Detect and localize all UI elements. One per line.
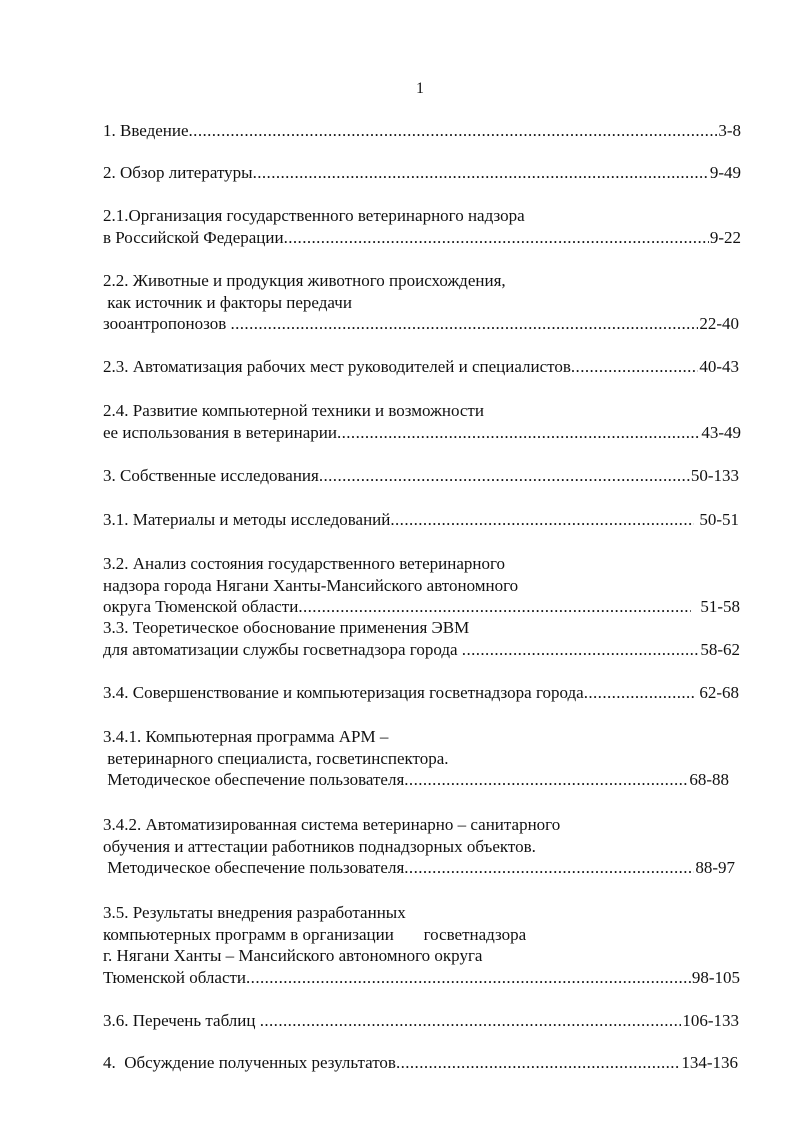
toc-entry-line: [103, 726, 729, 748]
toc-page-range: 50-51: [695, 510, 739, 529]
toc-entry-line: [103, 836, 735, 858]
toc-leader-dots: [337, 422, 700, 444]
toc-entry-line: [103, 400, 741, 422]
toc-entry-title: 3.5. Результаты внедрения разработанных: [103, 903, 406, 922]
toc-entry-title: 3.1. Материалы и методы исследований: [103, 510, 391, 529]
toc-entry: [103, 682, 739, 704]
toc-leader-dots: [584, 682, 694, 704]
toc-entry-title: 2.3. Автоматизация рабочих мест руководителей и специалистов: [103, 357, 571, 376]
toc-entry-title: обучения и аттестации работников поднадзорных объектов.: [103, 836, 536, 856]
toc-leader-dots: [390, 509, 694, 531]
toc-entry: [103, 902, 740, 988]
toc-leader-dots: [284, 227, 709, 249]
toc-page-range: 68-88: [689, 770, 729, 789]
toc-entry-title: как источник и факторы передачи: [103, 292, 352, 312]
toc-entry-title: Тюменской области: [103, 967, 247, 987]
toc-entry-line: [103, 814, 735, 836]
toc-entry-title: 2.2. Животные и продукция животного происхождения,: [103, 271, 506, 290]
toc-entry-line: [103, 945, 740, 967]
toc-entry-title: для автоматизации службы госветнадзора города: [103, 639, 462, 659]
toc-leader-dots: [253, 162, 709, 184]
toc-entry: [103, 726, 729, 791]
toc-entry-title: 1. Введение: [103, 121, 189, 140]
toc-entry-line: [103, 617, 740, 639]
toc-page-range: 43-49: [701, 422, 741, 442]
toc-entry-line: [103, 902, 740, 924]
toc-entry-line: [103, 227, 741, 249]
toc-entry: [103, 270, 739, 335]
toc-entry-title: 4. Обсуждение полученных результатов: [103, 1053, 396, 1072]
toc-entry-title: ветеринарного специалиста, госветинспектора.: [103, 748, 449, 768]
toc-entry-title: г. Нягани Ханты – Мансийского автономного округа: [103, 946, 483, 965]
toc-entry-line: [103, 769, 729, 791]
toc-leader-dots: [230, 313, 698, 335]
toc-entry: [103, 617, 740, 660]
toc-entry-line: [103, 292, 739, 314]
toc-entry: [103, 553, 740, 618]
toc-entry-line: [103, 313, 739, 335]
toc-leader-dots: [462, 639, 700, 661]
toc-entry-line: [103, 639, 740, 661]
toc-page-range: 9-22: [709, 227, 741, 247]
toc-page-range: 58-62: [700, 639, 740, 659]
toc-entry-title: 3.6. Перечень таблиц: [103, 1011, 260, 1030]
toc-page-range: 106-133: [682, 1011, 739, 1030]
toc-entry: [103, 509, 739, 531]
toc-entry-title: 3. Собственные исследования: [103, 466, 319, 485]
toc-entry: [103, 814, 735, 879]
toc-page-range: 88-97: [695, 858, 735, 877]
toc-leader-dots: [404, 769, 688, 791]
toc-page-range: 22-40: [699, 314, 739, 333]
toc-entry-title: в Российской Федерации: [103, 227, 284, 247]
toc-entry-title: Методическое обеспечение пользователя: [103, 770, 405, 789]
toc-entry-title: округа Тюменской области: [103, 597, 299, 616]
toc-entry-line: [103, 575, 740, 597]
toc-page-range: 134-136: [681, 1053, 738, 1072]
toc-page-range: 98-105: [691, 967, 740, 987]
toc-entry: [103, 162, 741, 184]
toc-entry: [103, 120, 741, 142]
toc-entry-title: 2. Обзор литературы: [103, 163, 253, 182]
toc-page-range: 3-8: [718, 121, 741, 140]
toc-entry-line: [103, 509, 739, 531]
toc-entry: [103, 465, 739, 487]
toc-leader-dots: [189, 120, 718, 142]
toc-entry-line: [103, 682, 739, 704]
toc-entry-line: [103, 270, 739, 292]
toc-entry-line: [103, 967, 740, 989]
toc-entry-title: ее использования в ветеринарии: [103, 422, 337, 442]
toc-entry: [103, 205, 741, 248]
toc-entry-title: надзора города Нягани Ханты-Мансийского автономного: [103, 575, 519, 595]
toc-entry-line: [103, 553, 740, 575]
toc-entry-title: компьютерных программ в организации госветнадзора: [103, 924, 527, 944]
toc-entry-title: 3.3. Теоретическое обоснование применения ЭВМ: [103, 618, 470, 637]
toc-page-range: 51-58: [691, 597, 740, 616]
toc-entry-title: зооантропонозов: [103, 314, 231, 333]
toc-leader-dots: [260, 1010, 682, 1032]
toc-entry-line: [103, 748, 729, 770]
toc-entry-line: [103, 857, 735, 879]
toc-entry-title: 3.4. Совершенствование и компьютеризация госветнадзора города: [103, 683, 584, 702]
toc-entry-title: 3.4.2. Автоматизированная система ветеринарно – санитарного: [103, 815, 561, 834]
toc-entry-line: [103, 596, 740, 618]
toc-leader-dots: [404, 857, 694, 879]
toc-entry: [103, 1052, 738, 1074]
toc-entry-line: [103, 356, 739, 378]
toc-entry-line: [103, 205, 741, 227]
toc-entry-line: [103, 162, 741, 184]
toc-entry-title: 2.4. Развитие компьютерной техники и возможности: [103, 401, 484, 420]
toc-leader-dots: [396, 1052, 680, 1074]
toc-leader-dots: [246, 967, 691, 989]
toc-page-range: 40-43: [699, 357, 739, 376]
page-number: 1: [416, 80, 424, 97]
toc-leader-dots: [298, 596, 690, 618]
toc-entry-title: 3.4.1. Компьютерная программа АРМ –: [103, 727, 389, 746]
toc-leader-dots: [571, 356, 698, 378]
toc-page-range: 62-68: [695, 683, 739, 702]
toc-entry-line: [103, 120, 741, 142]
toc-entry: [103, 356, 739, 378]
toc-entry: [103, 400, 741, 443]
toc-entry-line: [103, 465, 739, 487]
toc-leader-dots: [319, 465, 690, 487]
toc-entry-line: [103, 1052, 738, 1074]
toc-entry-line: [103, 924, 740, 946]
toc-page-range: 50-133: [690, 466, 739, 485]
toc-entry-title: Методическое обеспечение пользователя: [103, 858, 405, 877]
toc-page-range: 9-49: [709, 163, 741, 182]
toc-entry-title: 3.2. Анализ состояния государственного ветеринарного: [103, 554, 506, 573]
toc-entry-line: [103, 1010, 739, 1032]
toc-entry-title: 2.1.Организация государственного ветеринарного надзора: [103, 206, 525, 225]
toc-entry-line: [103, 422, 741, 444]
toc-entry: [103, 1010, 739, 1032]
